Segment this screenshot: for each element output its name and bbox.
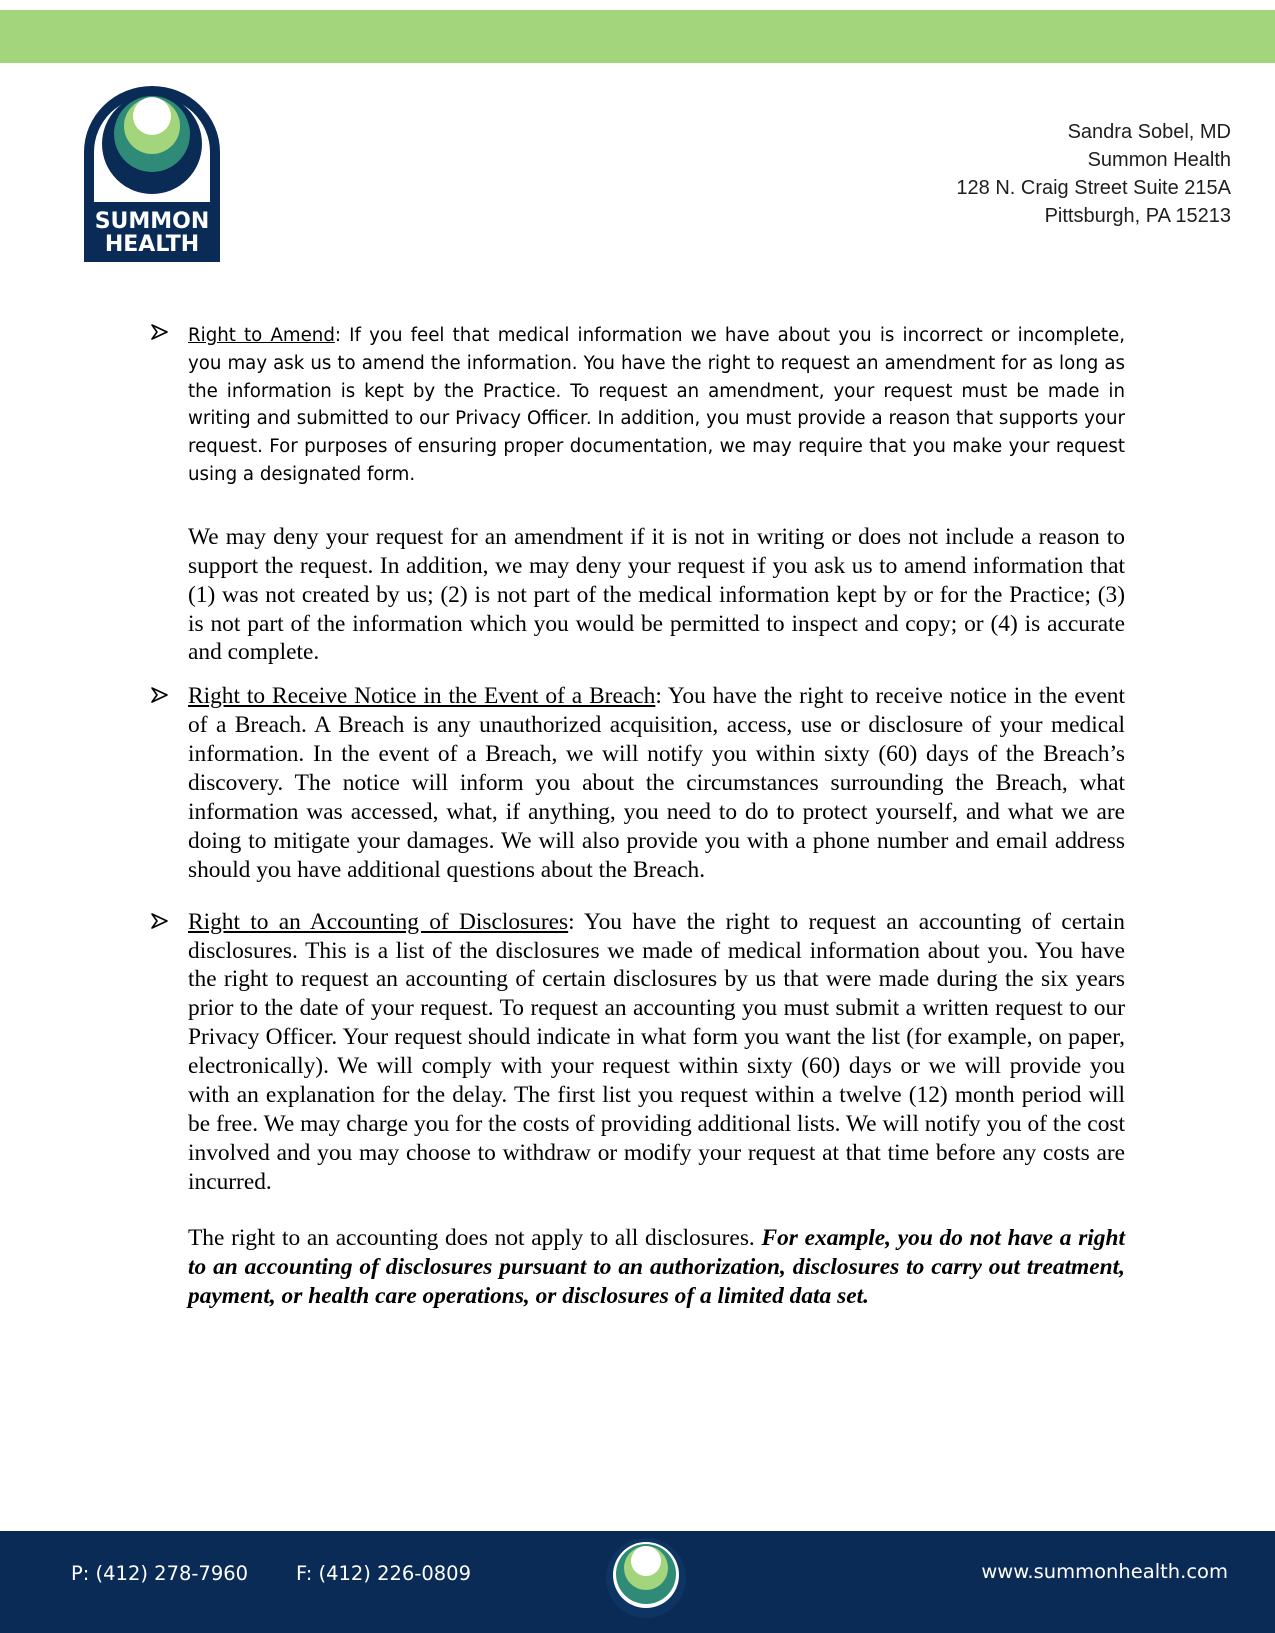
summon-health-mark-icon: [605, 1537, 687, 1619]
breach-text: : You have the right to receive notice in the event of a Breach. A Breach is any unauthorized acquisition, access, use or disclosure of your medical information. In the event of a Breach, we will notify you within sixty (60) days of the Breach’s discovery. The notice will inform you about the circumstances surrounding the Breach, what information was accessed, what, if anything, you need to do to protect yourself, and what we are doing to mitigate your damages. We will also provide you with a phone number and email address should you have additional questions about the Breach.: [188, 683, 1125, 883]
top-green-band: [0, 10, 1275, 63]
section-accounting-of-disclosures: [150, 908, 1125, 1311]
sender-name: Sandra Sobel, MD: [1067, 121, 1231, 143]
footer-phone: P: (412) 278-7960: [71, 1562, 249, 1585]
logo-text-health: HEALTH: [104, 232, 200, 257]
sender-city-state-zip: Pittsburgh, PA 15213: [1044, 205, 1231, 227]
footer-bar: [0, 1531, 1275, 1633]
sender-address-block: [956, 118, 1231, 230]
logo-text-summon: SUMMON: [94, 209, 210, 234]
footer-fax: F: (412) 226-0809: [296, 1562, 471, 1585]
amend-heading: Right to Amend: [188, 325, 335, 346]
arrow-bullet-icon: [150, 323, 172, 341]
accounting-exceptions-emphasis: For example, you do not have a right to an accounting of disclosures pursuant to an authorization, disclosures to carry out treatment, payment, or health care operations, or disclosures of a limited data set.: [188, 1224, 1126, 1309]
accounting-text: : You have the right to request an accounting of certain disclosures. This is a list of the disclosures we made of medical information about you. You have the right to request an accounting of certain disclosures by us that were made during the six years prior to the date of your request. To request an accounting you must submit a written request to our Privacy Officer. Your request should indicate in what form you want the list (for example, on paper, electronically). We will comply with your request within sixty (60) days or we will provide you with an explanation for the delay. The first list you request within a twelve (12) month period will be free. We may charge you for the costs of providing additional lists. We will notify you of the cost involved and you may choose to withdraw or modify your request at that time before any costs are incurred.: [188, 908, 1125, 1195]
accounting-exceptions-paragraph: [188, 1224, 1125, 1311]
summon-health-logo: [84, 86, 220, 262]
section-breach-notice: [150, 682, 1125, 884]
arrow-bullet-icon: [150, 912, 172, 930]
breach-paragraph: [188, 682, 1125, 884]
amend-denial-paragraph: We may deny your request for an amendment if it is not in writing or does not include a reason to support the request. In addition, we may deny your request if you ask us to amend information that (1) was not created by us; (2) is not part of the medical information kept by or for the Practice; (3) is not part of the information which you would be permitted to inspect and copy; or (4) is accurate and complete.: [188, 523, 1125, 666]
arrow-bullet-icon: [150, 686, 172, 704]
amend-text: : If you feel that medical information we have about you is incorrect or incomplete, you may ask us to amend the information. You have the right to request an amendment for as long as the information is kept by the Practice. To request an amendment, your request must be made in writing and submitted to our Privacy Officer. In addition, you must provide a reason that supports your request. For purposes of ensuring proper documentation, we may require that you make your request using a designated form.: [188, 325, 1125, 485]
sender-organization: Summon Health: [1087, 149, 1231, 171]
breach-heading: Right to Receive Notice in the Event of a Breach: [188, 683, 656, 710]
amend-paragraph: [188, 322, 1125, 489]
section-right-to-amend: [150, 322, 1125, 667]
accounting-paragraph: [188, 908, 1125, 1197]
accounting-exceptions-plain: The right to an accounting does not apply to all disclosures.: [188, 1224, 762, 1251]
accounting-heading: Right to an Accounting of Disclosures: [188, 908, 569, 935]
sender-street: 128 N. Craig Street Suite 215A: [956, 177, 1231, 199]
footer-website-link[interactable]: www.summonhealth.com: [981, 1560, 1228, 1583]
letter-body: [150, 322, 1125, 1310]
